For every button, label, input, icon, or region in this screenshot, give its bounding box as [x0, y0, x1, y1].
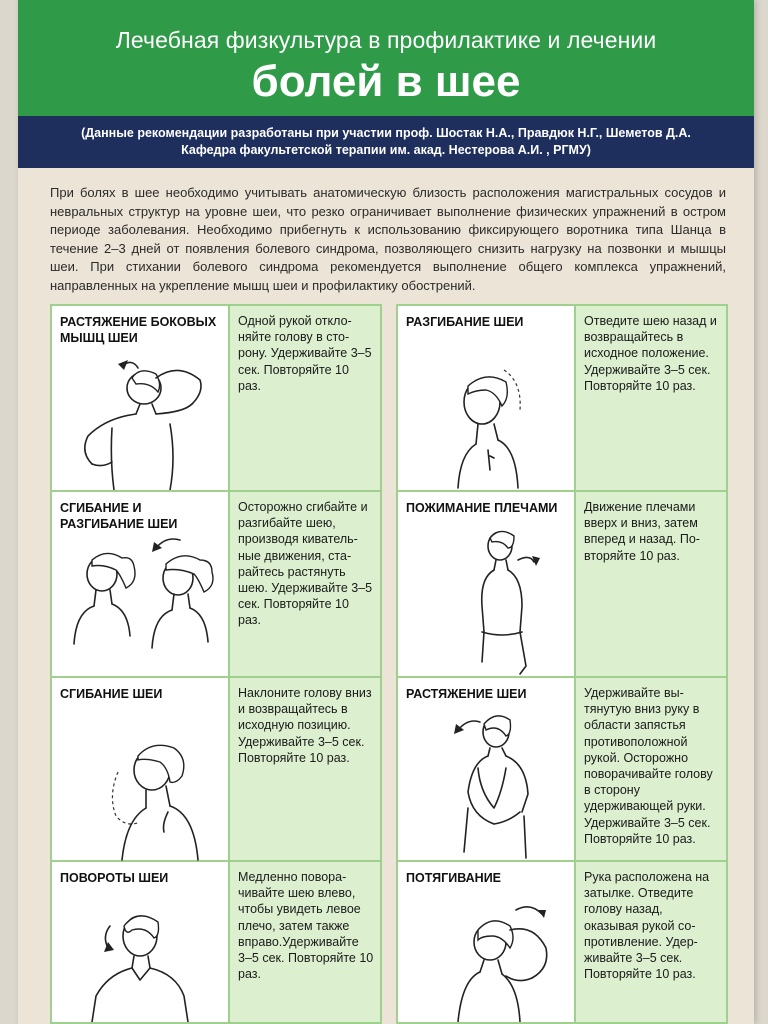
exercise-illustration-cell [398, 862, 576, 1022]
exercise-instructions: Одной рукой отклоняйте голову в сторону. Удерживайте 3–5 сек. Повторяйте 10 раз. [230, 306, 380, 490]
exercise-card [398, 492, 726, 678]
exercise-illustration-cell [52, 306, 230, 490]
flexion-figure-icon [52, 712, 228, 862]
exercise-title: РАСТЯЖЕНИЕ ШЕИ [406, 687, 527, 701]
page-subtitle: Лечебная физкультура в профилактике и лечении [115, 27, 657, 53]
exercise-illustration-cell [52, 492, 230, 676]
credits-band [18, 116, 754, 168]
side-stretch-figure-icon [52, 340, 228, 490]
exercise-illustration-cell [52, 862, 230, 1022]
exercise-illustration-cell [52, 678, 230, 860]
nod-figures-icon [52, 526, 228, 676]
intro-paragraph: При болях в шее необходимо учитывать анатомическую близость расположения магистральных сосудов и невральных структур на уровне шеи, что резко ограничивает выполнение физических упражнений в остром периоде заболевания. Необходимо прибегнуть к использованию фиксирующего воротника типа Шанца в течение 2–3 дней от появления болевого синдрома, позволяющего снизить нагрузку на позвонки и мышцы шеи. При стихании болевого синдрома рекомендуется выполнение общего комплекса упражнений, направленных на укрепление мышц шеи и профилактику обострений. [50, 185, 726, 293]
exercise-card [52, 862, 380, 1022]
exercise-card [52, 306, 380, 492]
neck-stretch-figure-icon [398, 712, 574, 862]
poster [18, 0, 754, 1024]
exercise-instructions: Наклоните голову вниз и возвращайтесь в исходную позицию. Удерживайте 3–5 сек. Повторяйте 10 раз. [230, 678, 380, 860]
credits-line-2: Кафедра факультетской терапии им. акад. Нестерова А.И. , РГМУ) [181, 143, 591, 157]
header-band [18, 0, 754, 116]
shrug-figure-icon [398, 526, 574, 676]
exercise-title: ПОВОРОТЫ ШЕИ [60, 871, 169, 885]
exercise-card [398, 678, 726, 862]
extension-figure-icon [398, 340, 574, 490]
exercise-title: ПОЖИМАНИЕ ПЛЕЧАМИ [406, 501, 558, 515]
exercise-illustration-cell [398, 678, 576, 860]
exercise-illustration-cell [398, 492, 576, 676]
exercise-title: СГИБАНИЕ ШЕИ [60, 687, 163, 701]
resisted-pull-figure-icon [398, 896, 574, 1022]
exercise-instructions: Отведите шею назад и возвращайтесь в исходное положение. Удерживайте 3–5 сек. Повторяйте 10 раз. [576, 306, 726, 490]
rotation-figure-icon [52, 896, 228, 1022]
exercise-title: СГИБАНИЕ И РАЗГИБАНИЕ ШЕИ [60, 501, 178, 531]
exercise-illustration-cell [398, 306, 576, 490]
exercise-card [398, 862, 726, 1022]
exercise-instructions: Медленно поворачивайте шею влево, чтобы увидеть левое плечо, затем также вправо.Удерживайте 3–5 сек. Повторяйте 10 раз. [230, 862, 380, 1022]
exercise-column-left [50, 304, 382, 1024]
exercise-instructions: Удерживайте вытянутую вниз руку в области запястья противоположной рукой. Осторожно поворачивайте голову в сторону удерживающей руки. Удерживайте 3–5 сек. Повторяйте 10 раз. [576, 678, 726, 860]
page-title: болей в шее [251, 57, 521, 106]
exercise-instructions: Движение плечами вверх и вниз, затем вперед и назад. Повторяйте 10 раз. [576, 492, 726, 676]
exercise-title: РАЗГИБАНИЕ ШЕИ [406, 315, 524, 329]
exercise-card [52, 678, 380, 862]
exercise-card [52, 492, 380, 678]
exercise-column-right [396, 304, 728, 1024]
credits-line-1: (Данные рекомендации разработаны при участии проф. Шостак Н.А., Правдюк Н.Г., Шеметов Д.А. [81, 126, 691, 140]
exercise-title: РАСТЯЖЕНИЕ БОКОВЫХ МЫШЦ ШЕИ [60, 315, 217, 345]
exercise-instructions: Рука расположена на затылке. Отведите голову назад, оказывая рукой сопротивление. Удерживайте 3–5 сек. Повторяйте 10 раз. [576, 862, 726, 1022]
exercise-card [398, 306, 726, 492]
exercise-instructions: Осторожно сгибайте и разгибайте шею, производя кивательные движения, старайтесь растянуть шею. Удерживайте 3–5 сек. Повторяйте 10 раз. [230, 492, 380, 676]
exercise-title: ПОТЯГИВАНИЕ [406, 871, 502, 885]
